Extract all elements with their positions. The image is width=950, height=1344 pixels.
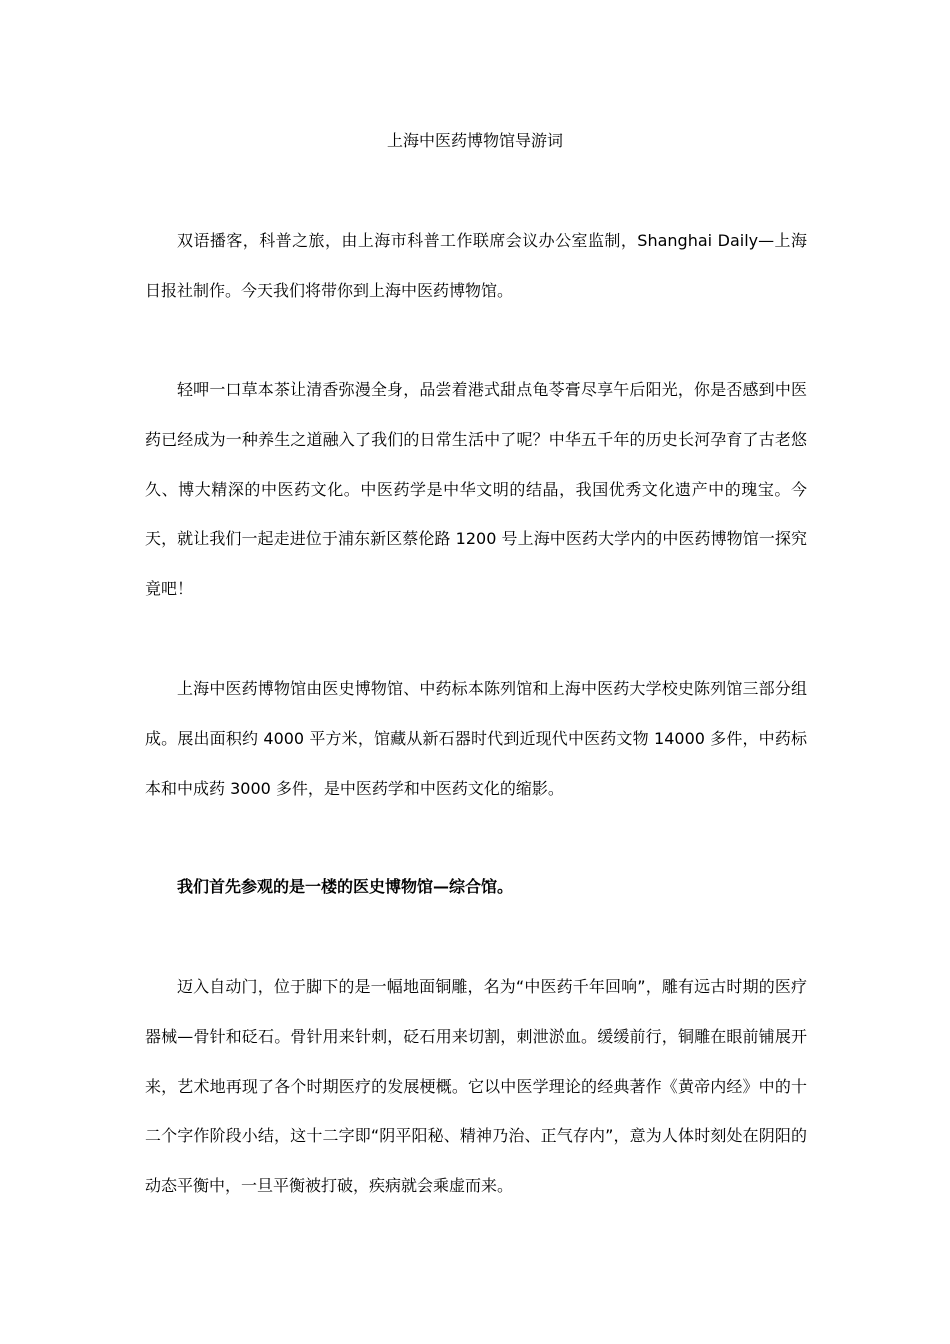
paragraph-museum-overview: 上海中医药博物馆由医史博物馆、中药标本陈列馆和上海中医药大学校史陈列馆三部分组成。展出面积约 4000 平方米，馆藏从新石器时代到近现代中医药文物 14000 多件，中药标本和中成药 3000 多件，是中医药学和中医药文化的缩影。 [145, 679, 807, 798]
document-title: 上海中医药博物馆导游词 [386, 131, 563, 150]
paragraph-bronze-relief: 迈入自动门，位于脚下的是一幅地面铜雕，名为“中医药千年回响”，雕有远古时期的医疗器械—骨针和砭石。骨针用来针刺，砭石用来切割，刺泄淤血。缓缓前行，铜雕在眼前铺展开来，艺术地再现了各个时期医疗的发展梗概。它以中医学理论的经典著作《黄帝内经》中的十二个字作阶段小结，这十二字即“阴平阳秘、精神乃治、正气存内”，意为人体时刻处在阴阳的动态平衡中，一旦平衡被打破，疾病就会乘虚而来。 [145, 977, 807, 1196]
section-heading-first-floor: 我们首先参观的是一楼的医史博物馆—综合馆。 [177, 877, 514, 896]
paragraph-intro: 双语播客，科普之旅，由上海市科普工作联席会议办公室监制，Shanghai Daily—上海日报社制作。今天我们将带你到上海中医药博物馆。 [145, 231, 807, 300]
paragraph-herbal-tea: 轻呷一口草本茶让清香弥漫全身，品尝着港式甜点龟苓膏尽享午后阳光，你是否感到中医药已经成为一种养生之道融入了我们的日常生活中了呢？中华五千年的历史长河孕育了古老悠久、博大精深的中医药文化。中医药学是中华文明的结晶，我国优秀文化遗产中的瑰宝。今天，就让我们一起走进位于浦东新区蔡伦路 1200 号上海中医药大学内的中医药博物馆一探究竟吧！ [145, 380, 807, 599]
